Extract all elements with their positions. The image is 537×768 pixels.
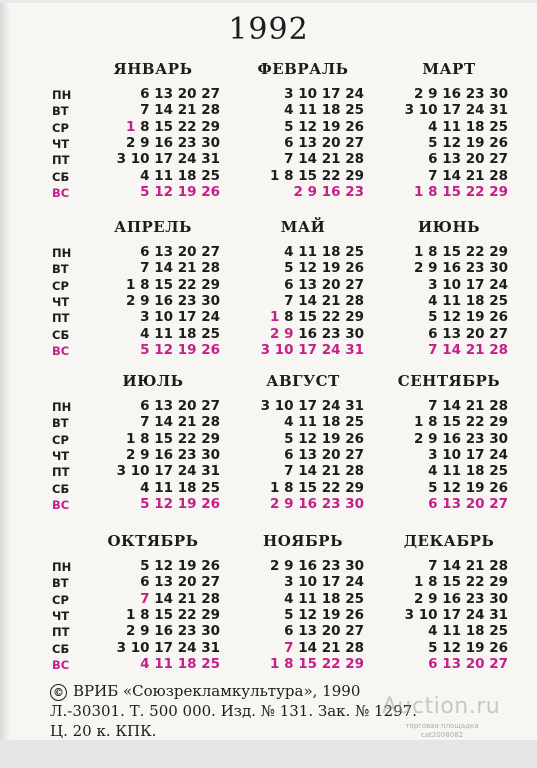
month-title-1: ЯНВАРЬ [113, 60, 193, 78]
dates: 5 12 19 26 [428, 639, 508, 656]
dates: 4 11 18 25 [140, 479, 220, 496]
scan-shadow-left [0, 0, 10, 768]
dates: 5 12 19 26 [284, 430, 364, 447]
week-row [414, 260, 508, 276]
week-row [428, 168, 508, 184]
weekday-label: СР [52, 432, 69, 447]
week-row [140, 326, 220, 342]
week-row [140, 309, 220, 325]
week-row [428, 447, 508, 463]
month-title-9: СЕНТЯБРЬ [397, 372, 501, 390]
holiday-dates: 5 12 19 26 [140, 495, 220, 512]
dates: 3 10 17 24 [284, 86, 364, 102]
month-title-10: ОКТЯБРЬ [107, 532, 199, 550]
weekday-label: ВС [52, 497, 70, 512]
month-title-4: АПРЕЛЬ [114, 218, 192, 236]
week-row [140, 244, 220, 260]
week-row [140, 86, 220, 102]
dates: 5 12 19 26 [284, 606, 364, 623]
weekday-label: СБ [52, 327, 70, 342]
dates: 3 10 17 24 31 [116, 151, 220, 168]
week-row [270, 656, 364, 672]
holiday-dates: 2 9 16 23 30 [270, 495, 364, 512]
month-title-8: АВГУСТ [266, 372, 340, 390]
weekday-label: ПТ [52, 625, 70, 640]
weekday-label: ЧТ [52, 294, 70, 309]
week-row [284, 151, 364, 167]
holiday-dates: 3 10 17 24 31 [260, 341, 364, 358]
holiday-dates: 1 8 15 22 29 [270, 655, 364, 672]
week-row [414, 414, 508, 430]
dates: 6 13 20 27 [428, 325, 508, 342]
dates: 1 8 15 22 29 [270, 167, 364, 184]
dates: 3 10 17 24 [284, 574, 364, 591]
dates: 2 9 16 23 30 [414, 590, 508, 607]
dates: 7 14 21 28 [284, 151, 364, 168]
holiday-dates: 1 [270, 309, 280, 326]
holiday-dates: 6 13 20 27 [428, 655, 508, 672]
dates: 1 8 15 22 29 [126, 606, 220, 623]
week-row [126, 447, 220, 463]
watermark-caption-2: cat2008082 [420, 731, 464, 739]
week-row [294, 184, 364, 200]
weekday-label: ВС [52, 185, 70, 200]
dates: 6 13 20 27 [284, 276, 364, 293]
holiday-dates: 7 [284, 639, 294, 656]
dates: 14 21 28 [149, 590, 220, 607]
week-row [284, 277, 364, 293]
dates: 3 10 17 24 [140, 309, 220, 326]
week-row [428, 480, 508, 496]
week-row [284, 119, 364, 135]
week-row [428, 119, 508, 135]
dates: 3 10 17 24 31 [260, 398, 364, 414]
week-row [284, 640, 364, 656]
dates: 1 8 15 22 29 [414, 244, 508, 260]
month-title-11: НОЯБРЬ [263, 532, 343, 550]
dates: 2 9 16 23 30 [414, 86, 508, 102]
week-row [284, 591, 364, 607]
week-row [405, 607, 508, 623]
week-row [140, 342, 220, 358]
week-row [140, 260, 220, 276]
week-row [428, 623, 508, 639]
holiday-dates: 4 11 18 25 [140, 655, 220, 672]
watermark-caption [392, 722, 492, 740]
week-row [126, 135, 220, 151]
week-row [140, 574, 220, 590]
week-row [261, 342, 364, 358]
dates: 4 11 18 25 [140, 167, 220, 184]
dates: 5 12 19 26 [428, 479, 508, 496]
week-row [284, 463, 364, 479]
dates: 5 12 19 26 [284, 260, 364, 277]
week-row [117, 151, 220, 167]
dates: 2 9 16 23 30 [126, 292, 220, 309]
week-row [414, 574, 508, 590]
imprint-line-1 [50, 681, 417, 701]
week-row [284, 607, 364, 623]
week-row [140, 591, 220, 607]
week-row [428, 342, 508, 358]
week-row [284, 244, 364, 260]
weekday-label: ВТ [52, 262, 69, 277]
dates: 4 11 18 25 [428, 118, 508, 135]
dates: 6 13 20 27 [284, 134, 364, 151]
week-row [270, 480, 364, 496]
imprint [50, 681, 417, 741]
dates: 3 10 17 24 31 [116, 463, 220, 480]
imprint-line-2: Л.-30301. Т. 500 000. Изд. № 131. Зак. № 1297. [50, 702, 417, 720]
dates: 3 10 17 24 31 [404, 102, 508, 119]
week-row [428, 496, 508, 512]
week-row [140, 656, 220, 672]
dates: 7 14 21 28 [140, 102, 220, 119]
month-title-2: ФЕВРАЛЬ [257, 60, 349, 78]
dates: 6 13 20 27 [284, 623, 364, 640]
week-row [414, 244, 508, 260]
week-row [284, 447, 364, 463]
weekday-label: ВТ [52, 104, 69, 119]
dates: 7 14 21 28 [284, 292, 364, 309]
weekday-label: СР [52, 592, 69, 607]
scan-bottom-band [0, 740, 537, 768]
dates: 14 21 28 [293, 639, 364, 656]
dates: 2 9 16 23 30 [270, 558, 364, 574]
week-row [126, 293, 220, 309]
dates: 8 15 22 29 [279, 309, 364, 326]
dates: 2 9 16 23 30 [414, 260, 508, 277]
week-row [140, 496, 220, 512]
week-row [414, 86, 508, 102]
week-row [284, 102, 364, 118]
week-row [428, 558, 508, 574]
week-row [126, 277, 220, 293]
weekday-label: ВТ [52, 576, 69, 591]
week-row [405, 102, 508, 118]
week-row [270, 558, 364, 574]
weekday-label: ВТ [52, 416, 69, 431]
week-row [284, 135, 364, 151]
dates: 2 9 16 23 30 [414, 430, 508, 447]
month-title-12: ДЕКАБРЬ [403, 532, 495, 550]
dates: 1 8 15 22 29 [270, 479, 364, 496]
weekday-label: ВС [52, 657, 70, 672]
holiday-dates: 2 9 16 23 [293, 183, 364, 200]
dates: 3 10 17 24 [428, 446, 508, 463]
holiday-dates: 7 [140, 590, 150, 607]
dates: 4 11 18 25 [428, 292, 508, 309]
weekday-label: ЧТ [52, 136, 70, 151]
dates: 7 14 21 28 [428, 558, 508, 574]
weekday-label: ПН [52, 88, 72, 102]
copyright-icon: © [50, 684, 67, 701]
week-row [428, 151, 508, 167]
week-row [414, 184, 508, 200]
dates: 3 10 17 24 31 [404, 606, 508, 623]
dates: 7 14 21 28 [284, 463, 364, 480]
week-row [428, 293, 508, 309]
week-row [270, 496, 364, 512]
weekday-label: ВС [52, 343, 70, 358]
month-title-7: ИЮЛЬ [122, 372, 184, 390]
weekday-label: ПН [52, 246, 72, 260]
week-row [126, 623, 220, 639]
dates: 2 9 16 23 30 [126, 446, 220, 463]
holiday-dates: 6 13 20 27 [428, 495, 508, 512]
week-row [140, 398, 220, 414]
dates: 6 13 20 27 [428, 151, 508, 168]
dates: 4 11 18 25 [284, 414, 364, 431]
weekday-label: СБ [52, 481, 70, 496]
weekday-label: ПТ [52, 311, 70, 326]
weekday-label: ЧТ [52, 608, 70, 623]
dates: 1 8 15 22 29 [414, 414, 508, 431]
holiday-dates: 1 [126, 118, 136, 135]
calendar-year: 1992 [228, 12, 309, 47]
week-row [140, 102, 220, 118]
week-row [428, 277, 508, 293]
weekday-label: СР [52, 278, 69, 293]
week-row [428, 640, 508, 656]
week-row [284, 574, 364, 590]
dates: 8 15 22 29 [135, 118, 220, 135]
weekday-label: СБ [52, 169, 70, 184]
publisher-text: ВРИБ «Союзрекламкультура», 1990 [73, 682, 361, 700]
week-row [140, 168, 220, 184]
dates: 4 11 18 25 [428, 463, 508, 480]
week-row [117, 640, 220, 656]
week-row [428, 326, 508, 342]
week-row [270, 326, 364, 342]
dates: 7 14 21 28 [140, 260, 220, 277]
month-title-5: МАЙ [280, 218, 326, 236]
week-row [428, 309, 508, 325]
dates: 5 12 19 26 [428, 134, 508, 151]
week-row [284, 431, 364, 447]
dates: 6 13 20 27 [284, 446, 364, 463]
week-row [284, 623, 364, 639]
week-row [428, 135, 508, 151]
week-row [140, 184, 220, 200]
week-row [140, 414, 220, 430]
dates: 6 13 20 27 [140, 398, 220, 414]
week-row [261, 398, 364, 414]
dates: 5 12 19 26 [140, 558, 220, 574]
dates: 6 13 20 27 [140, 86, 220, 102]
week-row [284, 86, 364, 102]
week-row [126, 119, 220, 135]
dates: 1 8 15 22 29 [126, 430, 220, 447]
week-row [270, 309, 364, 325]
dates: 2 9 16 23 30 [126, 134, 220, 151]
holiday-dates: 1 8 15 22 29 [414, 183, 508, 200]
dates: 4 11 18 25 [284, 244, 364, 260]
week-row [126, 607, 220, 623]
week-row [140, 558, 220, 574]
dates: 7 14 21 28 [428, 167, 508, 184]
dates: 7 14 21 28 [140, 414, 220, 431]
dates: 4 11 18 25 [140, 325, 220, 342]
week-row [428, 656, 508, 672]
week-row [126, 431, 220, 447]
weekday-label: СБ [52, 641, 70, 656]
week-row [428, 463, 508, 479]
week-row [284, 414, 364, 430]
dates: 5 12 19 26 [428, 309, 508, 326]
weekday-label: ЧТ [52, 448, 70, 463]
dates: 4 11 18 25 [284, 590, 364, 607]
dates: 1 8 15 22 29 [126, 276, 220, 293]
dates: 3 10 17 24 31 [116, 639, 220, 656]
dates: 7 14 21 28 [428, 398, 508, 414]
watermark-caption-1: торговая площадка [405, 722, 479, 730]
holiday-dates: 5 12 19 26 [140, 341, 220, 358]
dates: 5 12 19 26 [284, 118, 364, 135]
month-title-6: ИЮНЬ [417, 218, 481, 236]
week-row [140, 480, 220, 496]
week-row [428, 398, 508, 414]
week-row [284, 293, 364, 309]
week-row [117, 463, 220, 479]
dates: 4 11 18 25 [284, 102, 364, 119]
imprint-line-3: Ц. 20 к. КПК. [50, 722, 157, 740]
week-row [414, 591, 508, 607]
weekday-label: ПН [52, 400, 72, 414]
weekday-label: СР [52, 120, 69, 135]
dates: 6 13 20 27 [140, 574, 220, 591]
holiday-dates: 2 9 [270, 325, 294, 342]
dates: 2 9 16 23 30 [126, 623, 220, 640]
dates: 16 23 30 [293, 325, 364, 342]
dates: 4 11 18 25 [428, 623, 508, 640]
holiday-dates: 5 12 19 26 [140, 183, 220, 200]
weekday-label: ПТ [52, 465, 70, 480]
week-row [284, 260, 364, 276]
holiday-dates: 7 14 21 28 [428, 341, 508, 358]
watermark-site: Auction.ru [382, 694, 501, 719]
dates: 1 8 15 22 29 [414, 574, 508, 591]
dates: 6 13 20 27 [140, 244, 220, 260]
weekday-label: ПН [52, 560, 72, 574]
week-row [414, 431, 508, 447]
week-row [270, 168, 364, 184]
dates: 3 10 17 24 [428, 276, 508, 293]
scan-shadow-top [0, 0, 537, 3]
weekday-label: ПТ [52, 153, 70, 168]
month-title-3: МАРТ [422, 60, 476, 78]
